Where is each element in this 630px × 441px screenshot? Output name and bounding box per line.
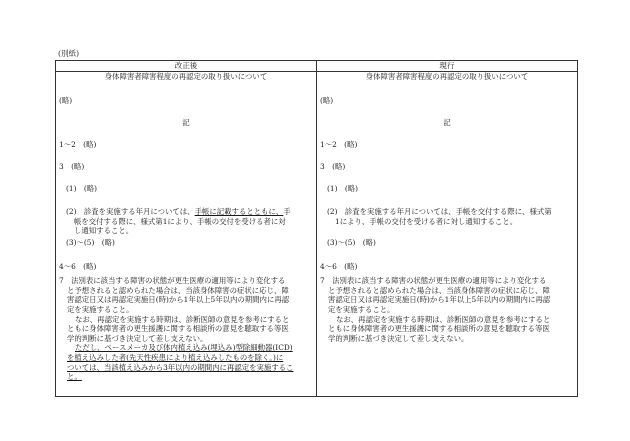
header-row (56, 61, 578, 72)
revised-item-7-p2-line2: ともに身体障害者の更生援護に関する相談所の意見を聴取する等医 (67, 324, 289, 334)
revised-item-7-p2-line3: 学的判断に基づき決定して差し支えない。 (67, 333, 208, 343)
revised-sub-2 (66, 207, 291, 236)
current-item-7-p2-line2: ともに身体障害者の更生援護に関する相談所の意見を聴取する等医 (328, 324, 550, 334)
revised-ki: 記 (182, 118, 190, 127)
current-sub-2-line1: (2) 診査を実施する年月については、手帳を交付する際に、様式第 (327, 207, 552, 216)
revised-item-7 (59, 276, 293, 382)
revised-item-4-6: 4～6 (略) (59, 262, 97, 271)
revised-column (56, 72, 317, 397)
attachment-label: (別紙) (58, 49, 80, 58)
revised-sub-2-post: 手 (283, 207, 291, 216)
header-current: 現行 (317, 61, 578, 72)
revised-item-7-p3-line2: を植え込みした者(先天性疾患により植え込みしたものを除く。)に (67, 353, 284, 362)
current-sub-2 (327, 207, 552, 226)
current-sub-3-5: (3)～(5) (略) (327, 238, 376, 247)
current-sub-2-line2: 1により、手帳の交付を受ける者に対し通知すること。 (335, 216, 518, 226)
revised-item-7-line2: と予想されると認められた場合は、当該身体障害の症状に応じ、障 (67, 285, 289, 295)
current-item-7-line4: 定を実施すること。 (328, 304, 395, 314)
header-revised: 改正後 (56, 61, 317, 72)
revised-sub-2-underlined: 手帳に記載するとともに、 (194, 207, 284, 216)
current-item-7-line2: と予想されると認められた場合は、当該身体障害の症状に応じ、障 (328, 285, 550, 295)
revised-sub-2-line2: 帳を交付する際に、様式第1により、手帳の交付を受ける者に対 (74, 216, 286, 226)
revised-item-7-p3-line3: ついては、当該植え込みから3年以内の期間内に再認定を実施するこ (67, 362, 294, 372)
revised-item-7-p3-line4: と。 (67, 372, 82, 382)
current-column (317, 72, 578, 397)
current-title: 身体障害者障害程度の再認定の取り扱いについて (365, 72, 529, 81)
revised-item-7-p3-line1: ただし、ペースメーカ及び体内植え込み(埋込み)型除細動器(ICD) (75, 343, 293, 353)
current-item-4-6: 4～6 (略) (320, 262, 358, 271)
current-item-1-2: 1～2 (略) (320, 140, 358, 149)
revised-item-7-line3: 害認定日又は再認定実施日(時)から1年以上5年以内の期間内に再認 (67, 295, 290, 305)
current-sub-1: (1) (略) (327, 184, 359, 193)
revised-title: 身体障害者障害程度の再認定の取り扱いについて (104, 72, 268, 81)
revised-item-7-line1: 7 法別表に該当する障害の状態が更生医療の適用等により変化する (59, 276, 286, 285)
revised-sub-3-5: (3)～(5) (略) (66, 238, 115, 247)
comparison-table (55, 60, 578, 397)
current-ki: 記 (443, 118, 451, 127)
revised-item-7-p2-line1: なお、再認定を実施する時期は、診断医師の意見を参考にすると (75, 314, 290, 324)
current-item-7-line3: 害認定日又は再認定実施日(時)から1年以上5年以内の期間内に再認 (328, 295, 551, 305)
content-row (56, 72, 578, 397)
revised-sub-2-line3: し通知すること。 (74, 226, 134, 236)
revised-sub-2-pre: (2) 診査を実施する年月については、 (66, 207, 195, 216)
current-item-3: 3 (略) (320, 162, 346, 171)
current-ryaku: (略) (320, 96, 334, 105)
revised-item-3: 3 (略) (59, 162, 85, 171)
current-item-7-line1: 7 法別表に該当する障害の状態が更生医療の適用等により変化する (320, 276, 547, 285)
revised-item-7-line4: 定を実施すること。 (67, 304, 134, 314)
current-item-7-p2-line1: なお、再認定を実施する時期は、診断医師の意見を参考にすると (336, 314, 551, 324)
current-item-7-p2-line3: 学的判断に基づき決定して差し支えない。 (328, 333, 469, 343)
revised-ryaku: (略) (59, 96, 73, 105)
current-item-7 (320, 276, 550, 343)
revised-sub-1: (1) (略) (66, 184, 98, 193)
revised-item-1-2: 1～2 (略) (59, 140, 97, 149)
